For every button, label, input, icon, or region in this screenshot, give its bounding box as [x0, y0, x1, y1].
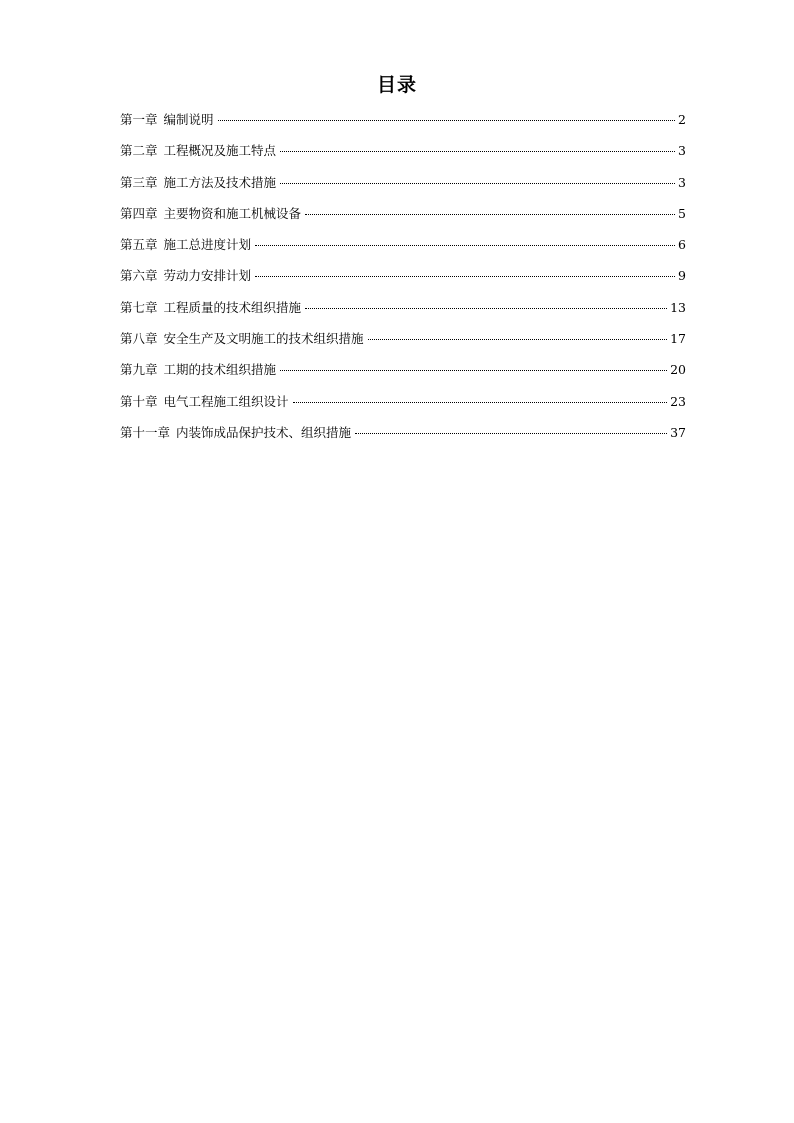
- toc-dot-leader: [293, 402, 668, 403]
- toc-entry[interactable]: [120, 392, 686, 423]
- toc-chapter-heading: 电气工程施工组织设计: [163, 393, 289, 409]
- toc-page-number: 2: [678, 112, 686, 127]
- toc-chapter-heading: 施工总进度计划: [163, 237, 252, 253]
- toc-dot-leader: [218, 120, 675, 121]
- toc-dot-leader: [280, 370, 667, 371]
- toc-page-number: 3: [678, 174, 686, 190]
- toc-list: [120, 110, 686, 454]
- toc-chapter-heading: 内装饰成品保护技术、组织措施: [176, 424, 352, 440]
- toc-chapter-heading: 安全生产及文明施工的技术组织措施: [163, 331, 364, 347]
- toc-chapter-number: 第七章: [120, 299, 158, 315]
- toc-entry[interactable]: [120, 235, 686, 266]
- toc-chapter-number: 第一章: [120, 112, 158, 127]
- toc-page-number: 5: [678, 205, 686, 221]
- toc-entry[interactable]: [120, 110, 686, 141]
- toc-page-number: 6: [678, 237, 686, 253]
- toc-chapter-number: 第六章: [120, 268, 158, 284]
- toc-entry[interactable]: [120, 204, 686, 235]
- toc-page-number: 13: [670, 299, 686, 315]
- toc-chapter-number: 第四章: [120, 205, 158, 221]
- toc-entry[interactable]: [120, 360, 686, 391]
- toc-chapter-heading: 劳动力安排计划: [163, 268, 252, 284]
- toc-chapter-number: 第十章: [120, 393, 158, 409]
- toc-chapter-heading: 工程质量的技术组织措施: [163, 299, 302, 315]
- toc-dot-leader: [355, 433, 667, 434]
- toc-chapter-number: 第八章: [120, 331, 158, 347]
- toc-chapter-heading: 编制说明: [163, 112, 214, 127]
- toc-title: 目录: [376, 74, 417, 96]
- toc-entry[interactable]: [120, 141, 686, 172]
- toc-page-number: 9: [678, 268, 686, 284]
- toc-chapter-number: 第五章: [120, 237, 158, 253]
- toc-chapter-heading: 工程概况及施工特点: [163, 143, 277, 159]
- toc-entry[interactable]: [120, 173, 686, 204]
- toc-dot-leader: [255, 276, 675, 277]
- toc-chapter-number: 第三章: [120, 174, 158, 190]
- toc-entry[interactable]: [120, 423, 686, 454]
- toc-entry[interactable]: [120, 329, 686, 360]
- toc-page-number: 17: [670, 331, 686, 347]
- toc-entry[interactable]: [120, 266, 686, 297]
- toc-page-number: 20: [670, 362, 686, 378]
- toc-chapter-heading: 主要物资和施工机械设备: [163, 205, 302, 221]
- toc-dot-leader: [255, 245, 675, 246]
- toc-dot-leader: [280, 151, 675, 152]
- toc-dot-leader: [305, 214, 675, 215]
- toc-dot-leader: [368, 339, 668, 340]
- toc-chapter-heading: 施工方法及技术措施: [163, 174, 277, 190]
- toc-dot-leader: [280, 183, 675, 184]
- toc-chapter-number: 第九章: [120, 362, 158, 378]
- toc-chapter-number: 第十一章: [120, 424, 171, 440]
- toc-page-number: 37: [670, 424, 686, 440]
- toc-chapter-number: 第二章: [120, 143, 158, 159]
- toc-dot-leader: [305, 308, 667, 309]
- toc-page-number: 23: [670, 393, 686, 409]
- toc-chapter-heading: 工期的技术组织措施: [163, 362, 277, 378]
- toc-entry[interactable]: [120, 298, 686, 329]
- toc-page-number: 3: [678, 143, 686, 159]
